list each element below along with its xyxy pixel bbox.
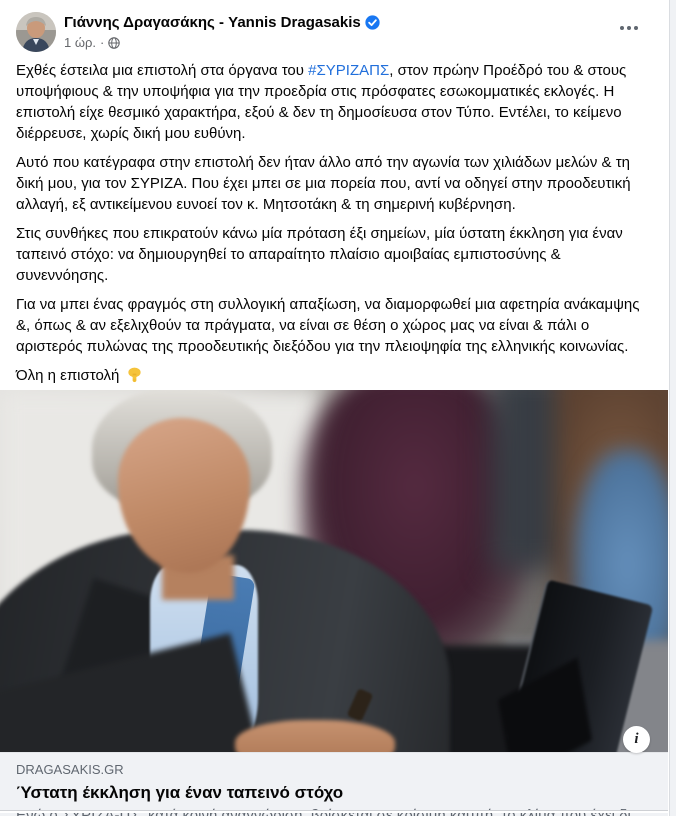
meta-separator: · [100, 35, 105, 50]
link-domain: DRAGASAKIS.GR [16, 762, 124, 777]
post-paragraph: Για να μπει ένας φραγμός στη συλλογική απαξίωση, να διαμορφωθεί μια αφετηρία ανάκαμψης &, όπως & αν εξελιχθούν τα πράγματα, να είναι σε θέση ο χώρος μας να είναι & πάλι ο αριστερός πυλώνας της προοδευτικής διεξόδου για την πλειοψηφία της ελληνικής κοινωνίας. [16, 296, 640, 355]
shared-link-attachment[interactable] [0, 390, 668, 816]
author-row [64, 13, 380, 32]
verified-badge-icon [365, 15, 380, 30]
more-options-button[interactable] [613, 16, 645, 40]
card-divider [0, 810, 668, 813]
pointing-down-emoji-icon [126, 366, 143, 383]
info-icon: i [634, 731, 639, 747]
header-meta [64, 12, 380, 51]
hashtag-link[interactable]: #ΣΥΡΙΖΑΠΣ [308, 62, 390, 79]
link-info-button[interactable] [623, 726, 650, 753]
post-paragraph [16, 365, 653, 386]
author-name[interactable]: Γιάννης Δραγασάκης - Yannis Dragasakis [64, 14, 361, 31]
ellipsis-icon [620, 26, 624, 30]
paragraph-text: Όλη η επιστολή [16, 367, 120, 384]
post-body [0, 52, 669, 386]
paragraph-text: , στον πρώην Προέδρό του & στους υποψήφιους & την υποψήφια για την προεδρία στις πρόσφατες εσωκομματικές εκλογές. Η επιστολή είχε θεσμικό χαρακτήρα, εξού & δεν τη δημοσίευσα στον Τύπο. Εντέλει, το κείμενο διέρρευσε, χωρίς δική μου ευθύνη. [16, 62, 627, 142]
post-meta-row [64, 35, 380, 51]
post-paragraph: Αυτό που κατέγραφα στην επιστολή δεν ήταν άλλο από την αγωνία των χιλιάδων μελών & τη δική μου, για τον ΣΥΡΙΖΑ. Που έχει μπει σε μια πορεία που, αντί να οδηγεί στην προοδευτική αλλαγή, εξ αντικείμενου ευνοεί τον κ. Μητσοτάκη & τη σημερινή κυβέρνηση. [16, 154, 631, 213]
avatar[interactable] [16, 12, 56, 52]
link-title[interactable]: Ύστατη έκκληση για έναν ταπεινό στόχο [16, 783, 344, 802]
post-paragraph: Στις συνθήκες που επικρατούν κάνω μία πρόταση έξι σημείων, μία ύστατη έκκληση για έναν ταπεινό στόχο: να δημιουργηθεί το απαραίτητο πλαίσιο αμοιβαίας εμπιστοσύνης & συνεννόησης. [16, 225, 623, 284]
timestamp[interactable]: 1 ώρ. [64, 35, 96, 50]
globe-icon [108, 37, 120, 49]
link-preview-card[interactable] [0, 752, 668, 816]
photo-man-hands [235, 720, 395, 752]
paragraph-text: Εχθές έστειλα μια επιστολή στα όργανα του [16, 62, 309, 79]
post-image[interactable] [0, 390, 668, 752]
avatar-portrait [16, 12, 56, 52]
post-paragraph [16, 60, 653, 144]
post-header [0, 0, 669, 52]
